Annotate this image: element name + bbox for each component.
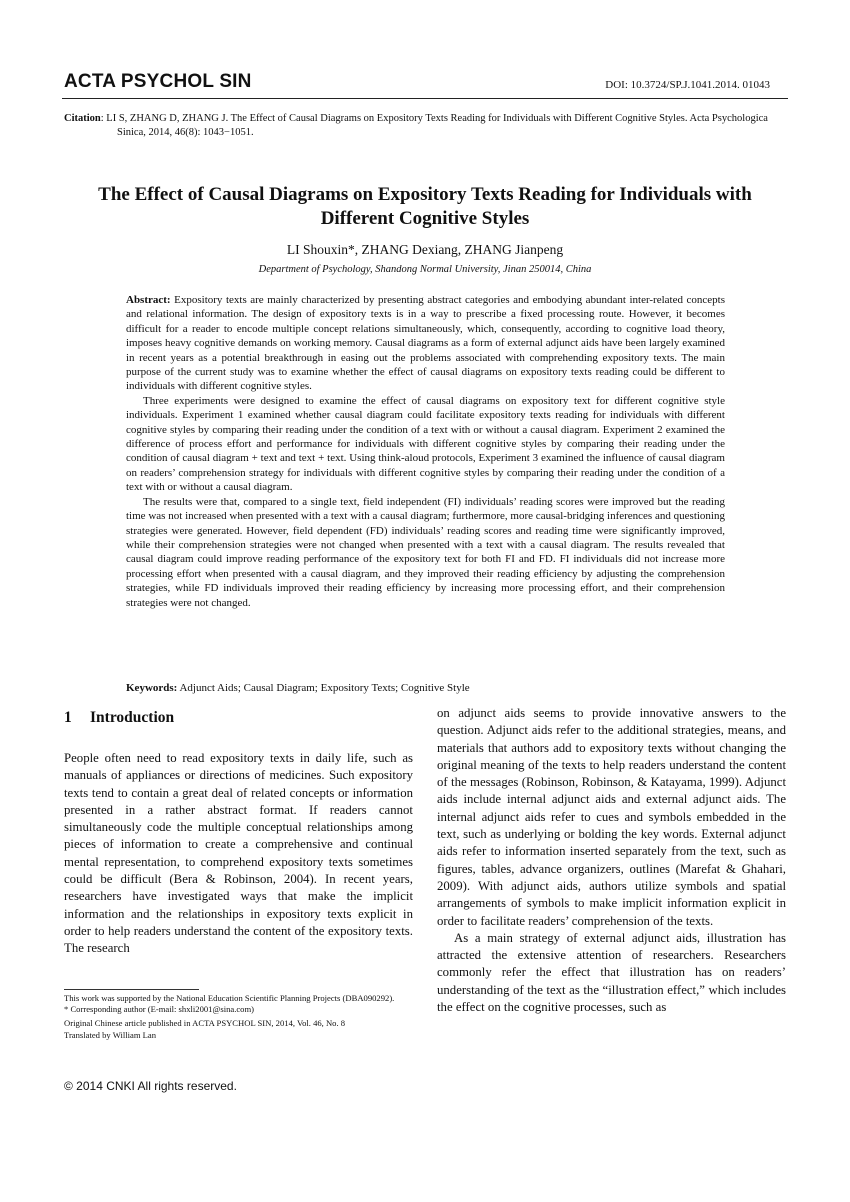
- footnote-original: Original Chinese article published in ACTA PSYCHOL SIN, 2014, Vol. 46, No. 8: [64, 1018, 346, 1029]
- section-heading-introduction: [64, 709, 174, 727]
- keywords-text: Adjunct Aids; Causal Diagram; Expository Texts; Cognitive Style: [177, 682, 470, 694]
- abstract-text-1: Expository texts are mainly characterized by presenting abstract categories and embodying abundant inter-related concepts and relational information. The design of expository texts is in a way to prescribe a fixed processing route. However, it becomes difficult for a reader to encode multiple concept relations simultaneously, which, consequently, according to cognitive load theory, imposes heavy cognitive demands on working memory. Causal diagrams as a form of external adjunct aids have been largely examined in recent years as a potential breakthrough in easing out the problems associated with comprehending expository texts. The main purpose of the current study was to examine whether the effect of causal diagrams on expository texts reading could be different to individuals with different cognitive styles.: [126, 294, 725, 393]
- journal-name: ACTA PSYCHOL SIN: [64, 71, 252, 92]
- footnote-translated: Translated by William Lan: [64, 1029, 157, 1040]
- citation: [64, 112, 787, 140]
- header-rule: [62, 98, 788, 99]
- intro-paragraph-2: on adjunct aids seems to provide innovative answers to the question. Adjunct aids refer to the additional strategies, means, and materials that authors add to expository texts without changing the original meaning of the texts to help readers understand the content of the messages (Robinson, Robinson, & Katayama, 1999). Adjunct aids include internal adjunct aids and external adjunct aids. The internal adjunct aids refer to cues and symbols embedded in the text, such as underlying or bolding the key words. External adjunct aids refer to information inserted separately from the text, such as figures, tables, advance organizers, outlines (Marefat & Ghahari, 2009). With adjunct aids, authors utilize symbols and spatial arrangements of symbols to make implicit information explicit in order to facilitate readers’ comprehension of the texts.: [437, 706, 786, 928]
- article-title: [64, 183, 786, 231]
- abstract-paragraph-1: [126, 293, 725, 394]
- keywords: [126, 682, 725, 694]
- intro-paragraph-1: People often need to read expository texts in daily life, such as manuals of appliances or directions of medicines. Such expository texts tend to contain a great deal of related concepts or information presented in a rather abstract format. If readers cannot simultaneously code the multiple conceptual relationships among pieces of information to create a comprehensive and continual mental representation, to comprehend expository texts sometimes could be difficult (Bera & Robinson, 2004). In recent years, researchers have investigated ways that make the implicit information and the relationships in expository texts explicit in order to help readers understand the content of the expository texts. The research: [64, 751, 413, 956]
- footnote-rule: [64, 989, 199, 990]
- doi: DOI: 10.3724/SP.J.1041.2014. 01043: [605, 79, 770, 91]
- copyright: © 2014 CNKI All rights reserved.: [64, 1079, 237, 1093]
- keywords-label: Keywords:: [126, 682, 178, 694]
- affiliation: Department of Psychology, Shandong Normal University, Jinan 250014, China: [258, 264, 592, 275]
- intro-paragraph-3: As a main strategy of external adjunct aids, illustration has attracted the extensive attention of researchers. Researchers commonly refer the effect that illustration has on readers’ understanding of the text as the “illustration effect,” which includes the effect on the cognitive processes, such as: [437, 930, 786, 1015]
- citation-text: : LI S, ZHANG D, ZHANG J. The Effect of Causal Diagrams on Expository Texts Reading for Individuals with Different Cognitive Styles. Acta Psychologica Sinica, 2014, 46(8): 1043−1051.: [100, 113, 768, 138]
- abstract-paragraph-3: The results were that, compared to a single text, field independent (FI) individuals’ reading scores were improved but the reading time was not increased when presented with a text with a causal diagram; furthermore, more causal-bridging inferences and questioning strategies were generated. However, field dependent (FD) individuals’ reading scores and reading time were significantly improved, while their comprehension strategies were not changed when presented with a text with a causal diagram. The results revealed that causal diagram could improve reading performance of the expository text for both FI and FD. FI individuals did not increase more processing effort when presented with a causal diagram, and they improved their reading efficiency by adjusting the comprehension strategies, while FD individuals improved their reading efficiency by increasing more processing effort, and their comprehension strategies were not changed.: [126, 495, 725, 609]
- title-line-2: Different Cognitive Styles: [320, 208, 530, 229]
- abstract-paragraph-2: Three experiments were designed to examine the effect of causal diagrams on expository text for different cognitive style individuals. Experiment 1 examined whether causal diagram could facilitate expository texts reading for individuals with different cognitive styles by comparing their reading under the condition of a text with or without a causal diagram. Experiment 2 examined the difference of process effort and performance for individuals with different cognitive styles by comparing their reading under the condition of causal diagram + text and text + text. Using think-aloud protocols, Experiment 3 examined the influence of causal diagram on readers’ comprehension strategy for individuals with different cognitive styles by comparing their reading under the condition of a text with or without a causal diagram.: [126, 394, 725, 494]
- abstract: [126, 293, 725, 610]
- footnote-support: This work was supported by the National Education Scientific Planning Projects (DBA090292).: [64, 993, 395, 1003]
- section-title: Introduction: [90, 709, 175, 726]
- section-number: 1: [64, 709, 72, 726]
- authors: LI Shouxin*, ZHANG Dexiang, ZHANG Jianpeng: [286, 242, 564, 257]
- footnote-corresponding: * Corresponding author (E-mail: shxli2001@sina.com): [64, 1004, 255, 1015]
- abstract-label: Abstract:: [126, 294, 171, 306]
- footnotes: [64, 993, 413, 1041]
- title-line-1: The Effect of Causal Diagrams on Expository Texts Reading for Individuals with: [98, 184, 752, 205]
- left-column: [64, 750, 413, 958]
- right-column: [437, 705, 786, 1016]
- citation-label: Citation: [64, 113, 101, 124]
